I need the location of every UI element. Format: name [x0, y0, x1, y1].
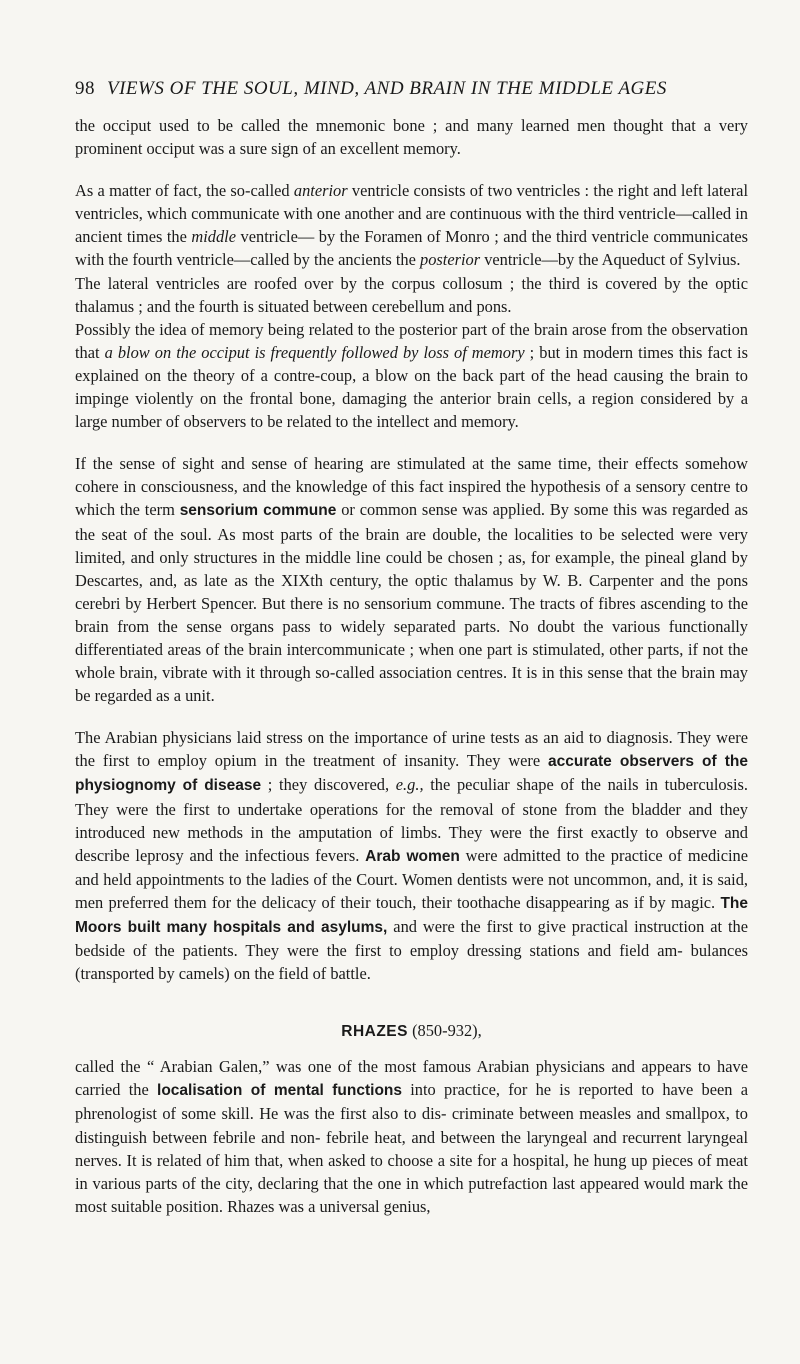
text-run: called the “ Arabian Galen,” was one of the most famous Arabian physicians and appears to have carried the [75, 1057, 748, 1100]
paragraph-arabian-physicians [75, 726, 748, 985]
italic-run: a blow on the occiput is frequently followed by loss of memory [104, 342, 525, 362]
paragraph-memory [75, 318, 748, 433]
text-run: ; they discovered, [261, 775, 396, 795]
text-run: the peculiar shape of the nails in tuberculosis. They were the first to undertake operations for the removal of stone from the bladder and they introduced new methods in the amputation of limbs. They were the first exactly to observe and describe leprosy and the infectious fevers. [75, 775, 748, 865]
italic-run: anterior [293, 181, 348, 201]
text-run: ventricle consists of two ventricles : the right and left lateral ventricles, which communicate with one another and are continuous with the third ventricle—called in ancient times the [75, 181, 748, 247]
text-run: If the sense of sight and sense of hearing are stimulated at the same time, their effects somehow cohere in consciousness, and the knowledge of this fact inspired the hypothesis of a sensory centre to which the term [75, 454, 748, 520]
paragraph-text: The lateral ventricles are roofed over by the corpus collosum ; the third is covered by the optic thalamus ; and the fourth is situated between cerebellum and pons. [75, 273, 748, 316]
running-head [75, 78, 748, 100]
bold-run: accurate observers of the physiognomy of disease [75, 753, 748, 795]
paragraph-ventricles [75, 179, 748, 271]
text-run: and were the first to give practical instruction at the bedside of the patients. They were the first to employ dressing stations and field am- bulances (transported by camels) on the field of battle. [75, 917, 748, 984]
paragraph-gap [75, 160, 748, 179]
paragraph-gap [75, 707, 748, 726]
paragraph-rhazes [75, 1055, 748, 1218]
paragraph-text: the occiput used to be called the mnemonic bone ; and many learned men thought that a very prominent occiput was a sure sign of an excellent memory. [75, 116, 748, 159]
text-run: ventricle—by the Aqueduct of Sylvius. [480, 250, 741, 270]
bold-run: The Moors built many hospitals and asylums, [75, 894, 748, 936]
italic-run: e.g., [395, 775, 424, 795]
paragraph-gap [75, 433, 748, 452]
page-number: 98 [75, 78, 95, 99]
section-dates: (850-932), [407, 1021, 482, 1041]
running-title: VIEWS OF THE SOUL, MIND, AND BRAIN IN THE MIDDLE AGES [107, 78, 667, 99]
text-run: The Arabian physicians laid stress on the importance of urine tests as an aid to diagnosis. They were the first to employ opium in the treatment of insanity. They were [75, 728, 748, 771]
paragraph-lateral-ventricles [75, 272, 748, 318]
text-run: ventricle— by the Foramen of Monro ; and the third ventricle communicates with the fourth ventricle—called by the ancients the [75, 227, 748, 270]
bold-run: sensorium commune [179, 502, 337, 520]
section-heading-rhazes [75, 1021, 748, 1041]
text-run: As a matter of fact, the so-called [75, 181, 294, 201]
paragraph-occiput [75, 114, 748, 160]
paragraph-sensorium [75, 452, 748, 707]
text-run: were admitted to the practice of medicine and held appointments to the ladies of the Court. Women dentists were not uncommon, and, it is said, men preferred them for the delicacy of their touch, their toothache disappearing as if by magic. [75, 845, 748, 912]
text-run: Possibly the idea of memory being related to the posterior part of the brain arose from the observation that [75, 319, 748, 362]
italic-run: posterior [420, 250, 481, 270]
bold-run: localisation of mental functions [157, 1082, 402, 1100]
section-name: RHAZES [341, 1023, 408, 1041]
bold-run: Arab women [365, 847, 460, 865]
text-run: into practice, for he is reported to have been a phrenologist of some skill. He was the first also to dis- criminate between measles and smallpox, to distinguish between febrile and non- febrile heat, and between the laryngeal and recurrent laryngeal nerves. It is related of him that, when asked to choose a site for a hospital, he hung up pieces of meat in various parts of the city, declaring that the one in which putrefaction last appeared would mark the most suitable position. Rhazes was a universal genius, [75, 1080, 748, 1216]
text-run: or common sense was applied. By some this was regarded as the seat of the soul. As most parts of the brain are double, the localities to be selected were very limited, and only structures in the middle line could be chosen ; as, for example, the pineal gland by Descartes, and, as late as the XIXth century, the optic thalamus by W. B. Carpenter and the pons cerebri by Herbert Spencer. But there is no sensorium commune. The tracts of fibres ascending to the brain from the sense organs pass to widely separated parts. No doubt the various functionally differentiated areas of the brain intercommunicate ; when one part is stimulated, other parts, if not the whole brain, vibrate with it through so-called association centres. It is in this sense that the brain may be regarded as a unit. [75, 500, 748, 706]
text-run: ; but in modern times this fact is explained on the theory of a contre-coup, a blow on the back part of the head causing the brain to impinge violently on the frontal bone, damaging the anterior brain cells, a region considered by a large number of observers to be related to the intellect and memory. [75, 342, 748, 432]
italic-run: middle [191, 227, 237, 247]
